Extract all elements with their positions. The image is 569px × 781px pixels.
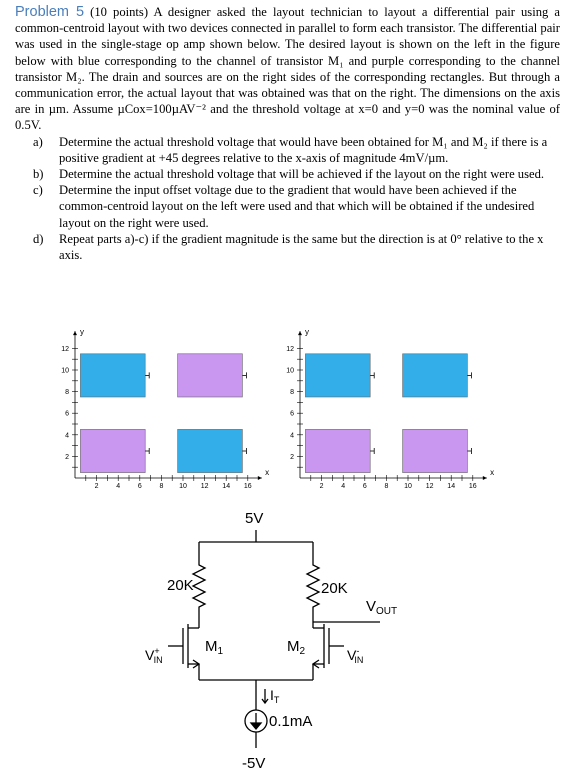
x-tick-label: 10 xyxy=(179,483,187,490)
circuit-diagram xyxy=(0,500,569,781)
x-tick-label: 8 xyxy=(384,483,389,490)
it-value-label: 0.1mA xyxy=(269,713,313,730)
vin-plus-label: V+ IN xyxy=(145,646,163,665)
resistor-right xyxy=(307,560,319,612)
r-right-label: 20K xyxy=(321,580,348,597)
channel-rect-m2 xyxy=(403,429,468,472)
x-tick-label: 16 xyxy=(243,483,252,490)
y-axis-label: y xyxy=(305,327,309,337)
y-axis-label: y xyxy=(80,327,84,337)
y-tick-label: 10 xyxy=(286,367,294,375)
vdd-rail xyxy=(199,530,313,560)
x-tick-label: 12 xyxy=(425,483,434,490)
channel-rect-m1 xyxy=(403,354,468,397)
part-a xyxy=(15,134,560,166)
part-label: a) xyxy=(33,134,43,149)
x-axis-arrow-icon xyxy=(483,476,487,480)
problem-statement xyxy=(15,4,560,134)
x-tick-label: 2 xyxy=(94,483,99,490)
y-tick-label: 2 xyxy=(65,453,69,461)
m2-label: $M_2$ xyxy=(287,638,306,657)
x-tick-label: 14 xyxy=(222,483,231,490)
transistor-m1 xyxy=(168,612,199,680)
channel-rect-m2 xyxy=(178,354,243,397)
x-tick-label: 8 xyxy=(159,483,164,490)
x-tick-label: 4 xyxy=(116,483,121,490)
problem-text xyxy=(15,4,560,263)
tail-node xyxy=(199,680,313,710)
parts-list xyxy=(15,134,560,264)
channel-rect-m2 xyxy=(80,429,145,472)
resistor-left xyxy=(193,560,205,612)
x-axis-label: x xyxy=(490,468,495,477)
part-label: d) xyxy=(33,231,44,246)
vin-minus-label: V-IN xyxy=(347,646,364,665)
part-text: Determine the actual threshold voltage that will be achieved if the layout on the right were used. xyxy=(59,167,545,182)
x-tick-label: 16 xyxy=(468,483,477,490)
current-source-icon xyxy=(245,710,267,748)
x-axis-arrow-icon xyxy=(258,476,262,480)
x-tick-label: 12 xyxy=(200,483,209,490)
channel-rect-m2 xyxy=(305,429,370,472)
y-tick-label: 8 xyxy=(65,389,69,397)
y-tick-label: 10 xyxy=(61,367,69,375)
y-axis-arrow-icon xyxy=(298,331,302,335)
m1-label: $M_1$ xyxy=(205,638,224,657)
y-tick-label: 4 xyxy=(290,432,294,440)
r-left-label: 20K xyxy=(167,577,194,594)
transistor-m2 xyxy=(313,624,344,680)
problem-body: A designer asked the layout technician to layout a differential pair using a common-centroid layout with two devices connected in parallel to form each transistor. The differential pair was used in the single-stage op amp shown below. The desired layout is shown on the left in the figure below with blue corresponding to the channel of transistor M₁ and purple corresponding to the channel transistor M₂. The drain and sources are on the right sides of the corresponding rectangles. But through a communication error, the actual layout that was obtained was that on the right. The dimensions on the axis are in µm. Assume µCox=100µAV⁻² and the threshold voltage at x=0 and y=0 was the nominal value of 0.5V. xyxy=(15,5,560,133)
y-axis-arrow-icon xyxy=(73,331,77,335)
x-axis-label: x xyxy=(265,468,270,477)
y-tick-label: 12 xyxy=(61,345,69,353)
y-tick-label: 4 xyxy=(65,432,69,440)
y-tick-label: 6 xyxy=(290,410,294,418)
desired-layout-plot xyxy=(45,318,275,493)
part-label: b) xyxy=(33,167,44,182)
y-tick-label: 6 xyxy=(65,410,69,418)
it-arrow-icon xyxy=(262,689,268,703)
vdd-label: 5V xyxy=(245,510,264,527)
vss-label: -5V xyxy=(242,755,266,772)
y-tick-label: 2 xyxy=(290,453,294,461)
part-text: Determine the actual threshold voltage that would have been obtained for M₁ and M₂ if there is a positive gradient at +45 degrees relative to the x-axis of magnitude 4mV/µm. xyxy=(59,134,548,165)
problem-number: Problem 5 xyxy=(15,4,85,20)
channel-rect-m1 xyxy=(178,429,243,472)
it-label: $I_T$ xyxy=(270,687,280,705)
x-tick-label: 14 xyxy=(447,483,456,490)
part-label: c) xyxy=(33,183,43,198)
actual-layout-plot xyxy=(270,318,500,493)
part-text: Determine the input offset voltage due to the gradient that would have been achieved if the common-centroid layout on the left were used and that which will be obtained if the undesired layout on the right were used. xyxy=(59,183,535,230)
y-tick-label: 12 xyxy=(286,345,294,353)
part-b xyxy=(15,166,560,182)
part-d xyxy=(15,231,560,263)
channel-rect-m1 xyxy=(80,354,145,397)
x-tick-label: 10 xyxy=(404,483,412,490)
part-text: Repeat parts a)-c) if the gradient magnitude is the same but the direction is at 0° relative to the x axis. xyxy=(59,231,544,263)
x-tick-label: 6 xyxy=(362,483,367,490)
y-tick-label: 8 xyxy=(290,389,294,397)
problem-points: (10 points) xyxy=(90,5,149,19)
channel-rect-m1 xyxy=(305,354,370,397)
x-tick-label: 2 xyxy=(319,483,324,490)
part-c xyxy=(15,182,560,231)
vout-label: $V_{OUT}$ xyxy=(366,598,398,617)
x-tick-label: 6 xyxy=(137,483,142,490)
x-tick-label: 4 xyxy=(341,483,346,490)
